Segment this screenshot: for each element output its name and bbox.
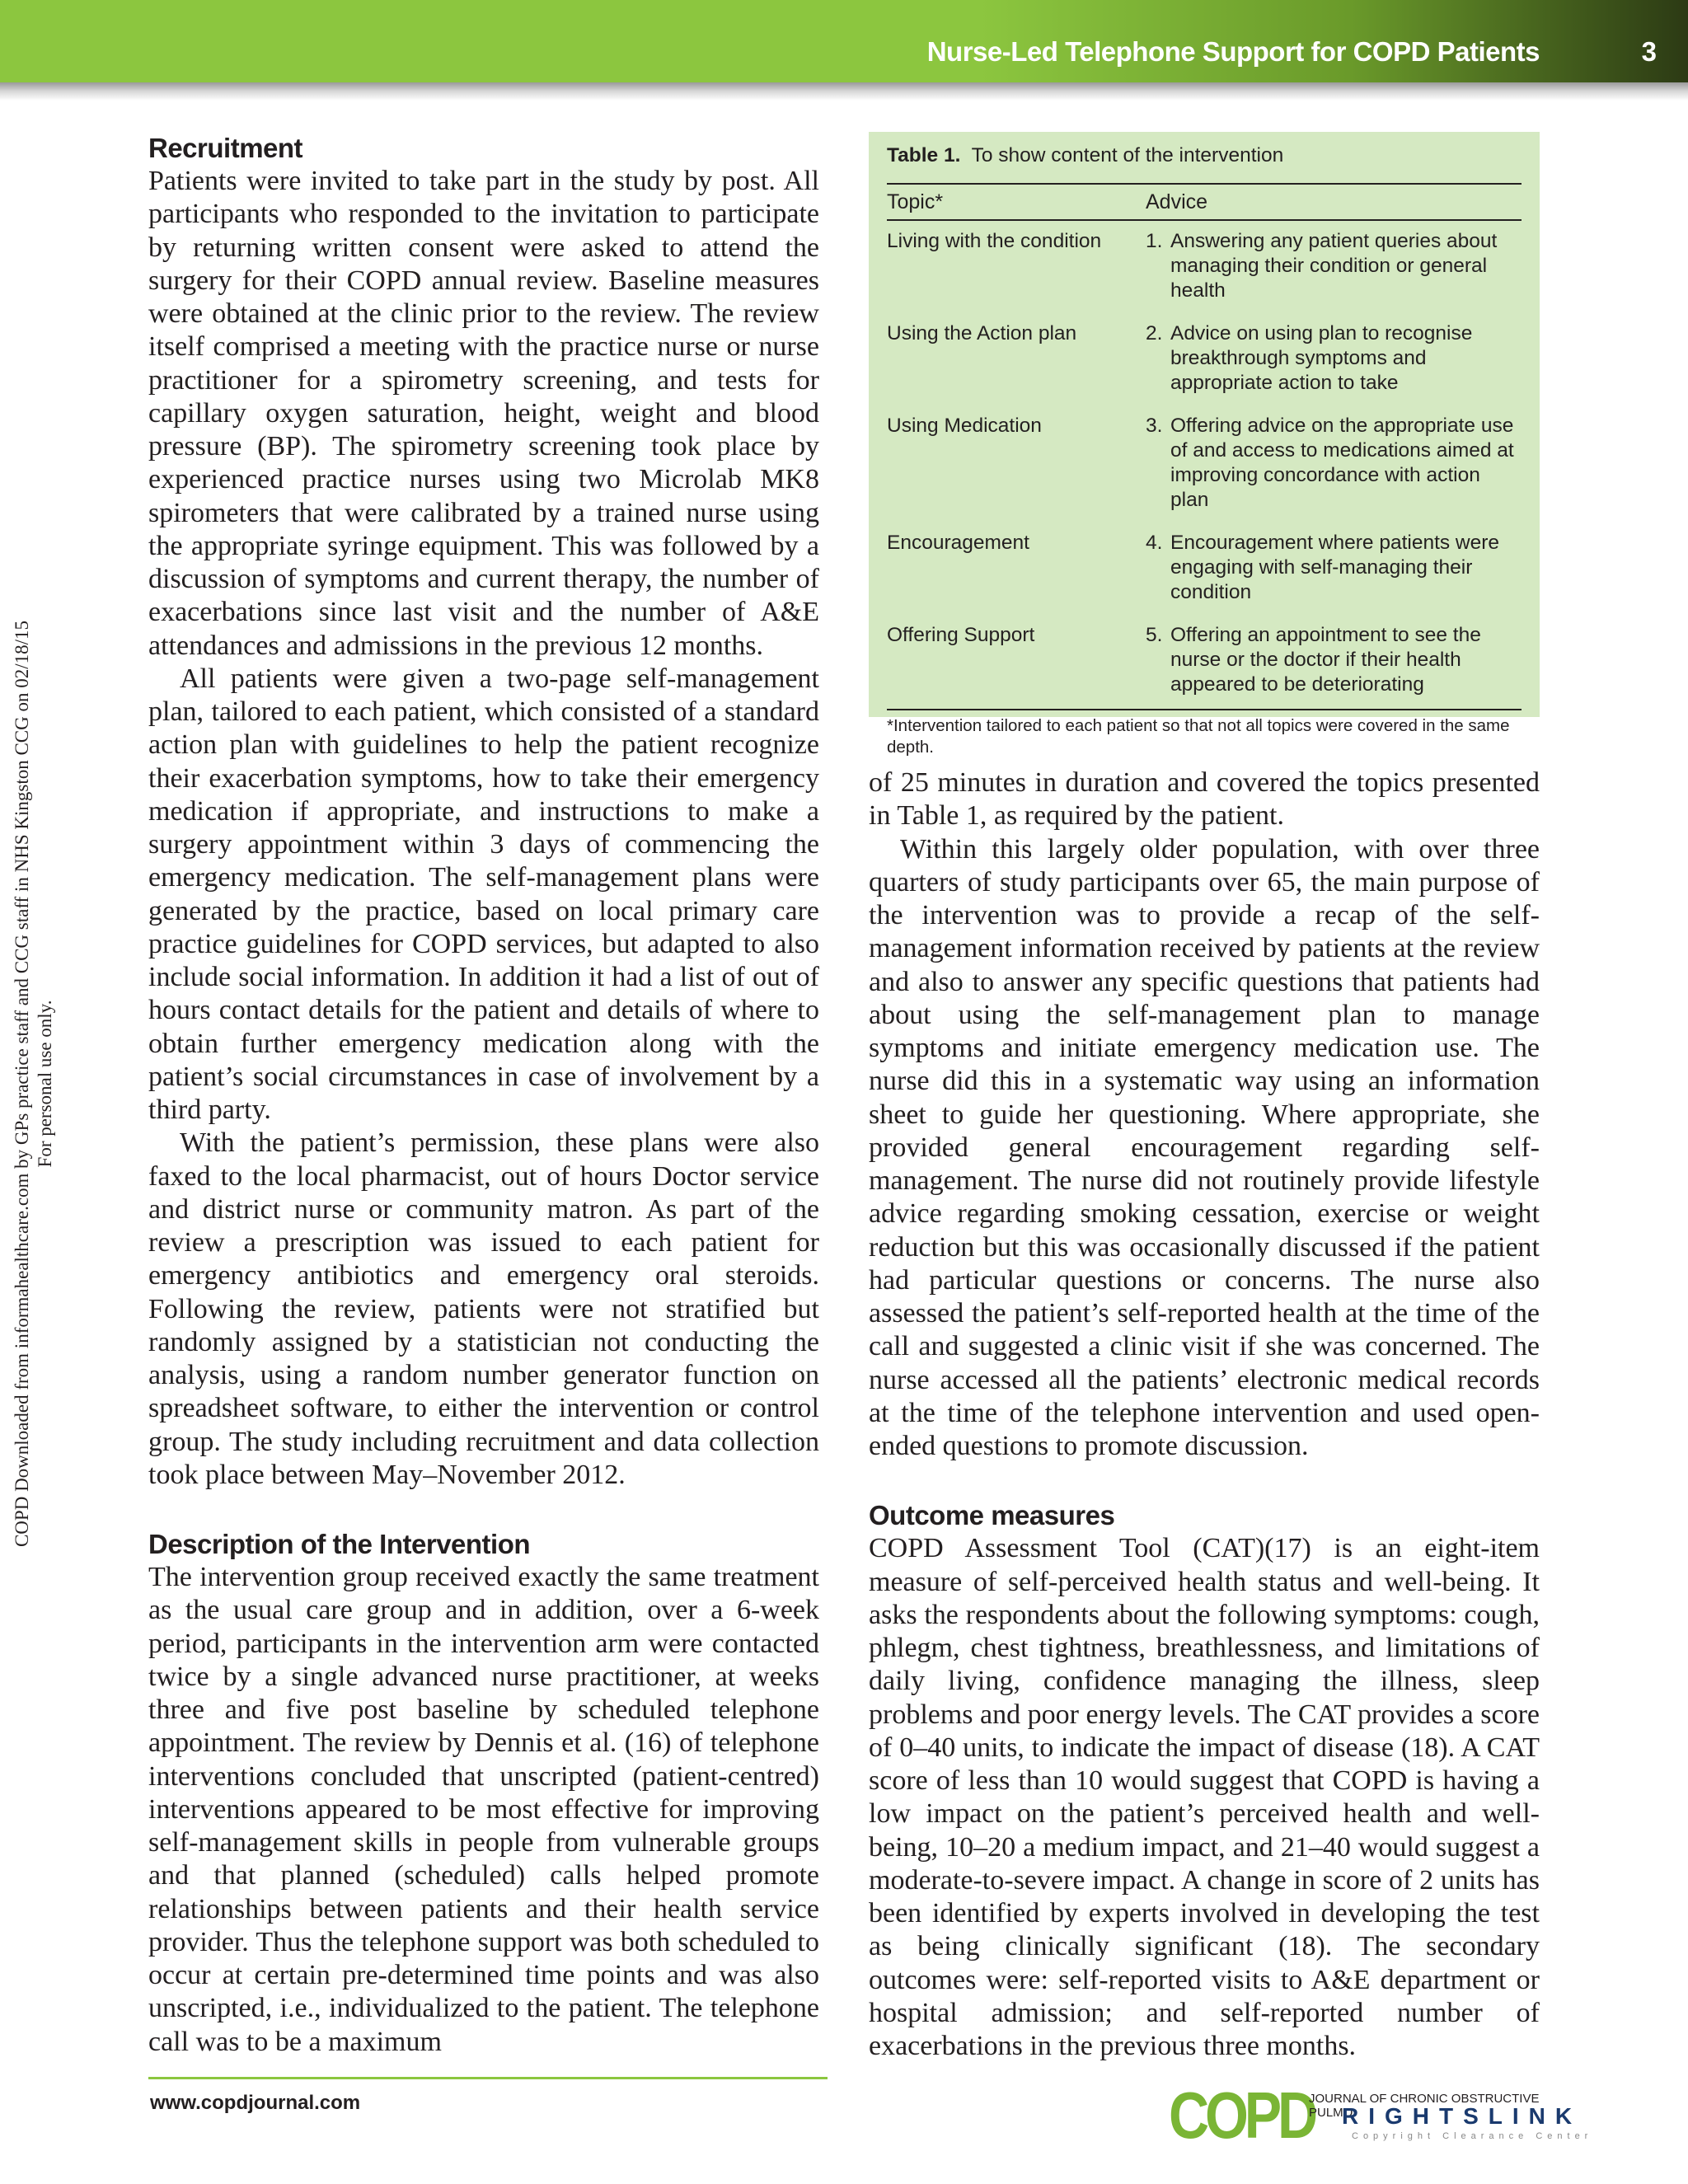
running-title: Nurse-Led Telephone Support for COPD Patients: [926, 36, 1540, 67]
right-column: [869, 766, 1540, 2063]
table-cell-number: 4.: [1146, 532, 1163, 554]
table-row: [887, 524, 1522, 605]
table-header-row: [887, 185, 1522, 219]
footer-rule: [148, 2077, 828, 2079]
download-notice-line2: For personal use only.: [35, 1000, 56, 1168]
intervention-paragraph-continued: of 25 minutes in duration and covered the topics presented in Table 1, as required by the patient.: [869, 767, 1540, 832]
table-cell-topic: Encouragement: [887, 532, 1029, 554]
journal-url[interactable]: www.copdjournal.com: [150, 2092, 361, 2114]
table-cell-advice: Answering any patient queries about managing their condition or general health: [1170, 230, 1498, 302]
table-cell-topic: Offering Support: [887, 624, 1035, 646]
table-cell-number: 3.: [1146, 415, 1163, 437]
table-footnote: *Intervention tailored to each patient so that not all topics were covered in the same depth.: [887, 716, 1510, 757]
table-cell-topic: Using the Action plan: [887, 322, 1077, 344]
header-shadow: [0, 82, 1688, 101]
table-1: [869, 132, 1540, 757]
recruitment-paragraph-3: With the patient’s permission, these plans were also faxed to the local pharmacist, out of hours Doctor service and district nurse or community matron. As part of the review a prescription was issued to each patient for emergency antibiotics and emergency oral steroids. Following the review, patients were not stratified but randomly assigned by a statistician not conducting the analysis, using a random number generator function on spreadsheet software, to either the intervention or control group. The study including recruitment and data collection took place between May–November 2012.: [148, 1127, 819, 1490]
intervention-heading: Description of the Intervention: [148, 1529, 531, 1559]
table-cell-advice: Offering an appointment to see the nurse or the doctor if their health appeared to be deteriorating: [1170, 624, 1481, 696]
table-row: [887, 407, 1522, 513]
intervention-paragraph-2: Within this largely older population, with over three quarters of study participants over 65, the main purpose of the intervention was to provide a recap of the self-management information received by patients at the review and also to answer any specific questions that patients had about using the self-management plan to manage symptoms and initiate emergency medication use. The nurse did this in a systematic way using an information sheet to guide her questioning. Where appropriate, she provided general encouragement regarding self-management. The nurse did not routinely provide lifestyle advice regarding smoking cessation, exercise or weight reduction but this was occasionally discussed if the patient had particular questions or concerns. The nurse also assessed the patient’s self-reported health at the time of the call and suggested a clinic visit if she was concerned. The nurse accessed all the patients’ electronic medical records at the time of the telephone intervention and used open-ended questions to promote discussion.: [869, 833, 1540, 1461]
table-cell-topic: Using Medication: [887, 415, 1042, 437]
table-cell-advice: Advice on using plan to recognise breakthrough symptoms and appropriate action to take: [1170, 322, 1473, 394]
table-caption: [887, 143, 1522, 168]
table-cell-advice: Offering advice on the appropriate use of and access to medications aimed at improving concordance with action plan: [1170, 415, 1514, 511]
journal-logo: [1169, 2079, 1663, 2161]
table-row: [887, 315, 1522, 396]
journal-name-line2: PULMO: [1309, 2106, 1353, 2120]
table-label: Table 1.: [887, 144, 961, 166]
table-caption-text: To show content of the intervention: [971, 144, 1284, 166]
table-cell-advice: Encouragement where patients were engaging with self-managing their condition: [1170, 532, 1500, 603]
outcome-paragraph-1: COPD Assessment Tool (CAT)(17) is an eight-item measure of self-perceived health status and well-being. It asks the respondents about the following symptoms: cough, phlegm, chest tightness, breathlessness, and limitations of daily living, confidence managing the illness, sleep problems and poor energy levels. The CAT provides a score of 0–40 units, to indicate the impact of disease (18). A CAT score of less than 10 would suggest that COPD is having a low impact on the patient’s perceived health and well-being, 10–20 a medium impact, and 21–40 would suggest a moderate-to-severe impact. A change in score of 2 units has been identified by experts involved in developing the test as being clinically significant (18). The secondary outcomes were: self-reported visits to A&E department or hospital admission; and self-reported number of exacerbations in the previous three months.: [869, 1533, 1540, 2061]
rightslink-watermark: RIGHTSLINK: [1342, 2103, 1582, 2129]
rightslink-subtitle: Copyright Clearance Center: [1352, 2131, 1593, 2141]
intervention-paragraph-1: The intervention group received exactly the same treatment as the usual care group and in addition, over a 6-week period, participants in the intervention arm were contacted twice by a single advanced nurse practitioner, at weeks three and five post baseline by scheduled telephone appointment. The review by Dennis et al. (16) of telephone interventions concluded that unscripted (patient-centred) interventions appeared to be most effective for improving self-management skills in people from vulnerable groups and that planned (scheduled) calls helped promote relationships between patients and their health service provider. Thus the telephone support was both scheduled to occur at certain pre-determined time points and was also unscripted, i.e., individualized to the patient. The telephone call was to be a maximum: [148, 1562, 819, 2057]
table-header-topic: Topic*: [887, 190, 944, 213]
table-cell-number: 1.: [1146, 230, 1163, 252]
outcome-heading: Outcome measures: [869, 1500, 1115, 1531]
table-row: [887, 616, 1522, 697]
page-number: 3: [1641, 36, 1657, 67]
table-cell-number: 2.: [1146, 322, 1163, 344]
left-column: [148, 132, 819, 2059]
journal-name-line1: JOURNAL OF CHRONIC OBSTRUCTIVE: [1309, 2092, 1540, 2106]
table-cell-number: 5.: [1146, 624, 1163, 646]
recruitment-heading: Recruitment: [148, 133, 303, 163]
download-notice: [3, 519, 64, 1648]
recruitment-paragraph-1: Patients were invited to take part in the study by post. All participants who responded to the invitation to participate by returning written consent were asked to attend the surgery for their COPD annual review. Baseline measures were obtained at the clinic prior to the review. The review itself comprised a meeting with the practice nurse or nurse practitioner for a spirometry screening, and tests for capillary oxygen saturation, height, weight and blood pressure (BP). The spirometry screening took place by experienced practice nurses using two Microlab MK8 spirometers that were calibrated by a trained nurse using the appropriate syringe equipment. This was followed by a discussion of symptoms and current therapy, the number of exacerbations since last visit and the number of A&E attendances and admissions in the previous 12 months.: [148, 166, 819, 661]
copd-logo-text: COPD: [1169, 2079, 1315, 2152]
download-notice-line1: COPD Downloaded from informahealthcare.com by GPs practice staff and CCG staff in NHS Kingston CCG on 02/18/15: [12, 620, 33, 1548]
recruitment-paragraph-2: All patients were given a two-page self-management plan, tailored to each patient, which consisted of a standard action plan with guidelines to help the patient recognize their exacerbation symptoms, how to take their emergency medication if appropriate, and instructions to make a surgery appointment within 3 days of commencing the emergency medication. The self-management plans were generated by the practice, based on local primary care practice guidelines for COPD services, but adapted to also include social information. In addition it had a list of out of hours contact details for the patient and details of where to obtain further emergency medication along with the patient’s social circumstances in case of involvement by a third party.: [148, 663, 819, 1125]
table-cell-topic: Living with the condition: [887, 230, 1102, 252]
table-row: [887, 221, 1522, 303]
table-header-advice: Advice: [1146, 190, 1208, 213]
